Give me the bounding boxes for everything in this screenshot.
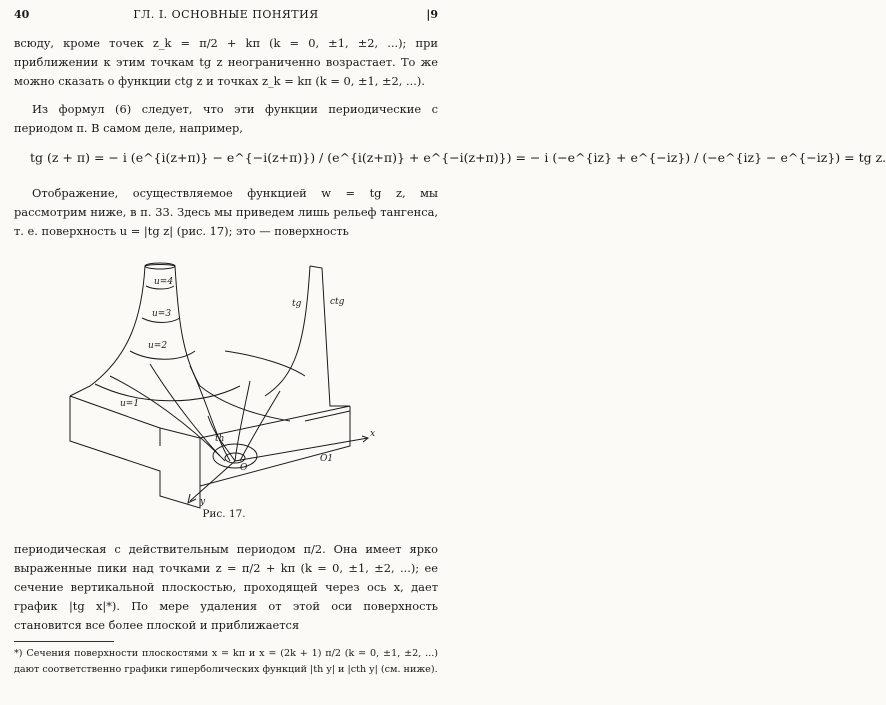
surface-grid-4	[235, 381, 250, 461]
x-axis	[235, 438, 368, 461]
label-u1: u=1	[120, 399, 140, 409]
label-u2: u=2	[148, 341, 168, 351]
label-u3: u=3	[152, 309, 172, 319]
base-inner-step	[160, 428, 200, 486]
footnote: *) Сечения поверхности плоскостями x = kπ и x = (2k + 1) π/2 (k = 0, ±1, ±2, ...) дают соответственно графики гиперболических функций |th y| и |cth y| (см. ниже).	[14, 648, 438, 675]
left-peak-outline-left	[70, 266, 145, 396]
label-ctg: ctg	[330, 297, 345, 307]
y-axis	[190, 461, 235, 501]
label-u4: u=4	[154, 277, 174, 287]
surface-grid-2	[150, 364, 225, 461]
chapter-title: ГЛ. I. ОСНОВНЫЕ ПОНЯТИЯ	[133, 8, 319, 21]
contour-u2	[130, 351, 195, 359]
left-peak-top	[145, 263, 175, 269]
base-top-edge	[70, 396, 160, 446]
footnote-rule	[14, 641, 114, 642]
right-peak-outline-left	[265, 266, 310, 396]
paragraph-3: Отображение, осуществляемое функцией w = tg z, мы рассмотрим ниже, в п. 33. Здесь мы приведем лишь рельеф тангенса, т. е. поверхность u = |tg z| (рис. 17); это — поверхность	[14, 186, 438, 238]
right-peak-outline	[310, 266, 350, 406]
label-y: y	[200, 497, 206, 507]
figure-17	[50, 256, 400, 508]
y-axis-arrow	[188, 494, 196, 503]
running-header	[14, 8, 438, 24]
paragraph-1: всюду, кроме точек z_k = π/2 + kπ (k = 0, ±1, ±2, ...); при приближении к этим точкам tg z неограниченно возрастает. То же можно сказать о функции ctg z и точках z_k = kπ (k = 0, ±1, ±2, ...).	[14, 36, 438, 88]
tangent-relief-surface	[50, 256, 400, 508]
paragraph-4: периодическая с действительным периодом π/2. Она имеет ярко выраженные пики над точками z = π/2 + kπ (k = 0, ±1, ±2, ...); ее сечение вертикальной плоскостью, проходящей через ось x, дает график |tg x|*). По мере удаления от этой оси поверхность становится все более плоской и приближается	[14, 542, 438, 632]
label-x: x	[370, 429, 376, 439]
label-o1: O1	[320, 454, 334, 464]
figure-caption: Рис. 17.	[202, 508, 246, 520]
label-th: th	[215, 434, 225, 444]
page-number: 40	[14, 8, 30, 21]
section-mark: |9	[426, 8, 438, 21]
formula-tg-period: tg (z + π) = − i (e^{i(z+π)} − e^{−i(z+π)}) / (e^{i(z+π)} + e^{−i(z+π)}) = − i (−e^{iz} + e^{−iz}) / (−e^{iz} − e^{−iz}) = tg z.	[30, 150, 886, 165]
tg-axis-mark	[305, 411, 350, 421]
paragraph-2: Из формул (6) следует, что эти функции периодические с периодом π. В самом деле, например,	[14, 102, 438, 135]
label-origin: O	[240, 463, 248, 473]
label-tg: tg	[292, 299, 302, 309]
base-block-outline	[70, 396, 350, 508]
